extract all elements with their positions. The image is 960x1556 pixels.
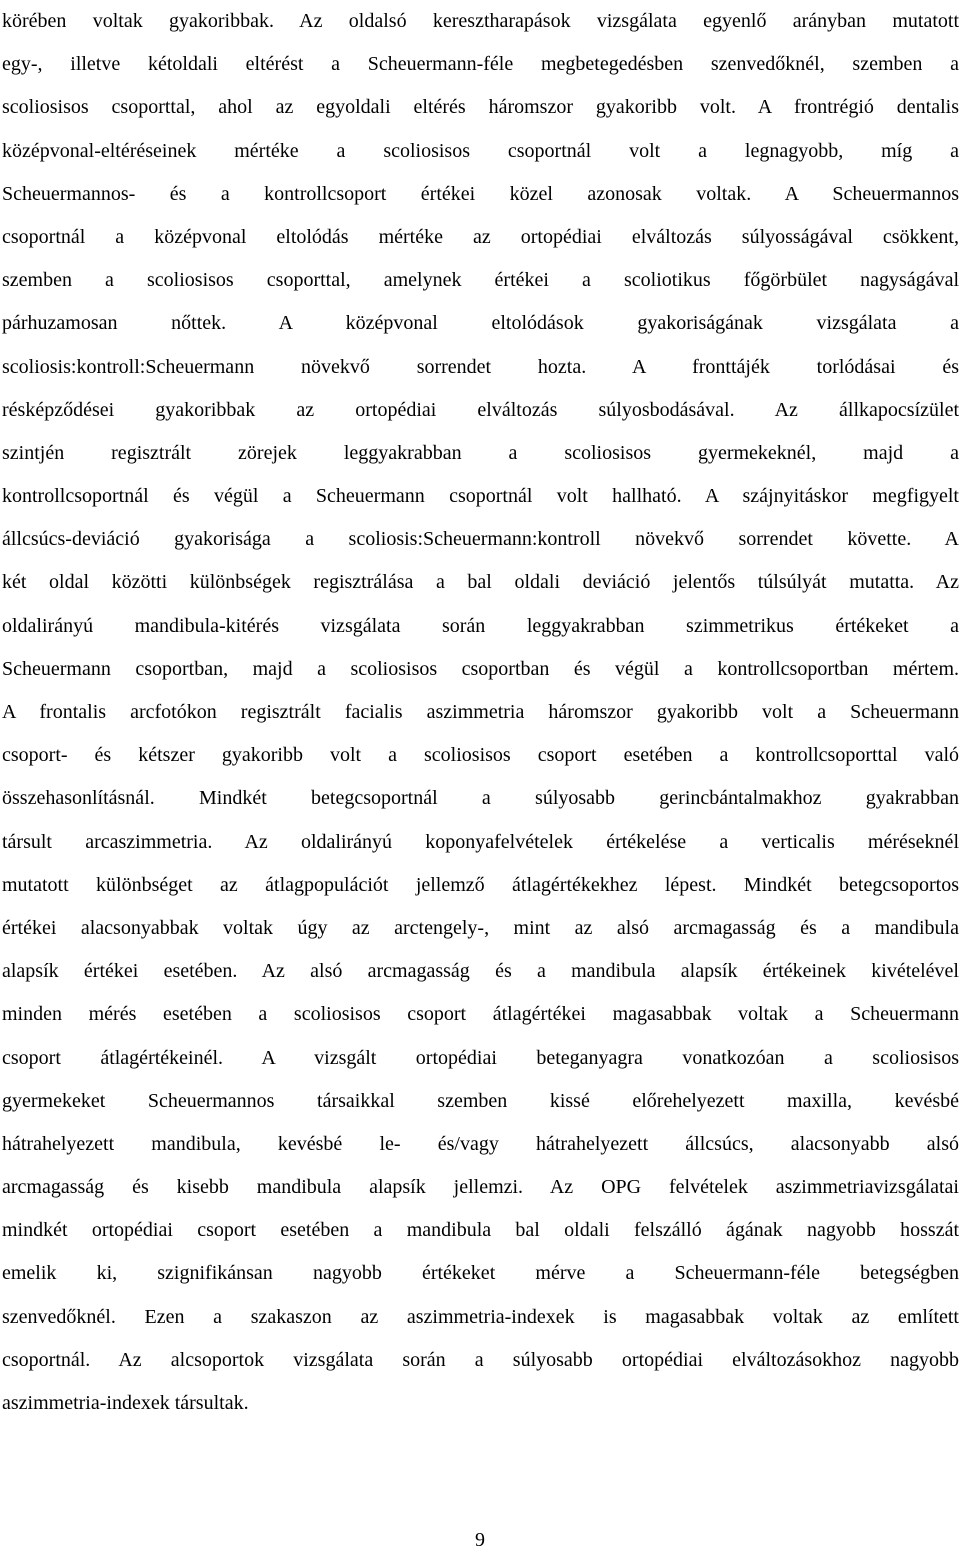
text-line: alapsík értékei esetében. Az alsó arcmagasság és a mandibula alapsík értékeinek kivételével — [2, 960, 959, 983]
page-number: 9 — [475, 1529, 485, 1551]
text-line: gyermekeket Scheuermannos társaikkal szemben kissé előrehelyezett maxilla, kevésbé — [2, 1089, 959, 1112]
text-line: értékei alacsonyabbak voltak úgy az arctengely-, mint az alsó arcmagasság és a mandibula — [2, 916, 959, 939]
text-line: szenvedőknél. Ezen a szakaszon az aszimmetria-indexek is magasabbak voltak az említett — [2, 1305, 959, 1328]
text-line: hátrahelyezett mandibula, kevésbé le- és/vagy hátrahelyezett állcsúcs, alacsonyabb alsó — [2, 1132, 959, 1155]
text-line: résképződései gyakoribbak az ortopédiai elváltozás súlyosbodásával. Az állkapocsízület — [2, 398, 959, 421]
text-line: mindkét ortopédiai csoport esetében a mandibula bal oldali felszálló ágának nagyobb hosszát — [2, 1219, 959, 1242]
text-line: csoport átlagértékeinél. A vizsgált ortopédiai beteganyagra vonatkozóan a scoliosisos — [2, 1046, 959, 1069]
text-line: csoport- és kétszer gyakoribb volt a scoliosisos csoport esetében a kontrollcsoporttal való — [2, 744, 959, 767]
text-line: párhuzamosan nőttek. A középvonal eltolódások gyakoriságának vizsgálata a — [2, 312, 959, 335]
text-line: scoliosisos csoporttal, ahol az egyoldali eltérés háromszor gyakoribb volt. A frontrégió dentalis — [2, 96, 959, 119]
text-line: A frontalis arcfotókon regisztrált facialis aszimmetria háromszor gyakoribb volt a Scheuermann — [2, 701, 959, 723]
text-line: összehasonlításnál. Mindkét betegcsoportnál a súlyosabb gerincbántalmakhoz gyakrabban — [2, 787, 959, 810]
body-paragraph — [2, 0, 959, 1425]
text-line: Scheuermann csoportban, majd a scoliosisos csoportban és végül a kontrollcsoportban mértem. — [2, 657, 959, 680]
text-line: kontrollcsoportnál és végül a Scheuermann csoportnál volt hallható. A szájnyitáskor megfigyelt — [2, 485, 959, 508]
text-line: csoportnál. Az alcsoportok vizsgálata során a súlyosabb ortopédiai elváltozásokhoz nagyobb — [2, 1348, 959, 1371]
text-line: aszimmetria-indexek társultak. — [2, 1392, 249, 1414]
text-line: Scheuermannos- és a kontrollcsoport értékei közel azonosak voltak. A Scheuermannos — [2, 182, 959, 205]
text-line: körében voltak gyakoribbak. Az oldalsó keresztharapások vizsgálata egyenlő arányban mutatott — [2, 10, 959, 32]
text-line: arcmagasság és kisebb mandibula alapsík jellemzi. Az OPG felvételek aszimmetriavizsgálatai — [2, 1176, 959, 1199]
text-line: társult arcaszimmetria. Az oldalirányú koponyafelvételek értékelése a verticalis méréseknél — [2, 830, 959, 853]
text-line: scoliosis:kontroll:Scheuermann növekvő sorrendet hozta. A fronttájék torlódásai és — [2, 355, 959, 378]
text-line: mutatott különbséget az átlagpopulációt jellemző átlagértékekhez lépest. Mindkét betegcsoportos — [2, 873, 959, 896]
text-line: csoportnál a középvonal eltolódás mértéke az ortopédiai elváltozás súlyosságával csökkent, — [2, 225, 959, 248]
text-line: két oldal közötti különbségek regisztrálása a bal oldali deviáció jelentős túlsúlyát mutatta. Az — [2, 571, 959, 594]
text-line: oldalirányú mandibula-kitérés vizsgálata során leggyakrabban szimmetrikus értékeket a — [2, 614, 959, 637]
text-line: minden mérés esetében a scoliosisos csoport átlagértékei magasabbak voltak a Scheuermann — [2, 1003, 959, 1026]
text-line: egy-, illetve kétoldali eltérést a Scheuermann-féle megbetegedésben szenvedőknél, szemben a — [2, 53, 959, 76]
text-line: középvonal-eltéréseinek mértéke a scoliosisos csoportnál volt a legnagyobb, míg a — [2, 139, 959, 162]
text-line: szintjén regisztrált zörejek leggyakrabban a scoliosisos gyermekeknél, majd a — [2, 441, 959, 464]
text-line: emelik ki, szignifikánsan nagyobb értékeket mérve a Scheuermann-féle betegségben — [2, 1262, 959, 1285]
text-line: szemben a scoliosisos csoporttal, amelynek értékei a scoliotikus főgörbület nagyságával — [2, 269, 959, 292]
text-line: állcsúcs-deviáció gyakorisága a scoliosis:Scheuermann:kontroll növekvő sorrendet követte. A — [2, 528, 959, 551]
